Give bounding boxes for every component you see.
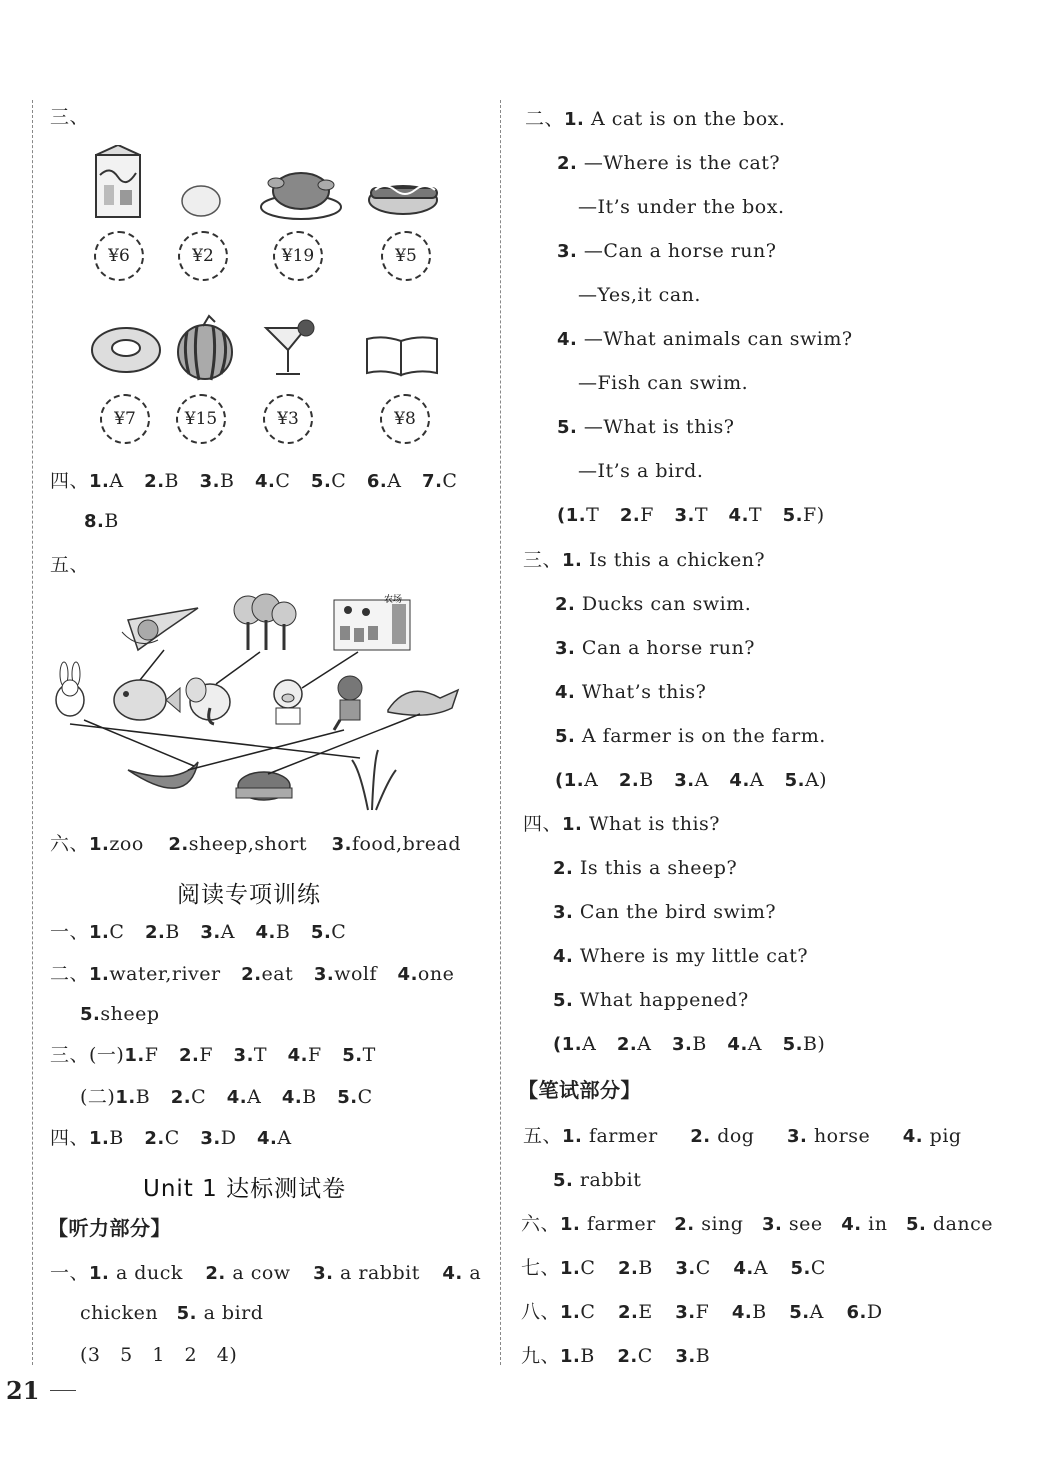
listening-1-answers: 一、1. a duck 2. a cow 3. a rabbit 4. a	[50, 1262, 482, 1284]
page-number-rule	[50, 1390, 76, 1391]
price-tag-juice: ¥3	[263, 394, 313, 444]
reading-4-answers: 四、1.B 2.C 3.D 4.A	[50, 1127, 292, 1149]
right-sec2-line7: —Fish can swim.	[578, 372, 749, 394]
right-sec2-tf: (1.T 2.F 3.T 4.T 5.F)	[557, 504, 825, 526]
right-sec3-line2: 2. Ducks can swim.	[555, 593, 752, 615]
listening-1-answers-cont: chicken 5. a bird	[80, 1302, 264, 1324]
right-sec2-line4: 3. —Can a horse run?	[557, 240, 777, 262]
written-section-label: 【笔试部分】	[518, 1078, 641, 1102]
right-sec2-line1: 二、1. A cat is on the box.	[525, 108, 786, 130]
wolf-picture	[388, 690, 458, 715]
section-5-label: 五、	[50, 554, 90, 576]
unit-test-title: Unit 1 达标测试卷	[143, 1176, 347, 1202]
monkey-picture	[334, 676, 362, 730]
section-4-answers: 四、1.A 2.B 3.B 4.C 5.C 6.A 7.C	[50, 470, 458, 492]
farm-sign-text: 农场	[384, 595, 403, 605]
right-sec2-line8: 5. —What is this?	[557, 416, 735, 438]
section-4-answer-8: 8.B	[84, 510, 119, 532]
right-sec4-answers: (1.A 2.A 3.B 4.A 5.B)	[553, 1033, 826, 1055]
right-sec7-answers: 七、1.C 2.B 3.C 4.A 5.C	[521, 1257, 826, 1279]
listening-section-label: 【听力部分】	[48, 1216, 171, 1240]
price-tag-chicken: ¥19	[273, 231, 323, 281]
right-sec4-line1: 四、1. What is this?	[523, 813, 720, 835]
price-tag-book: ¥8	[380, 394, 430, 444]
forest-scene-picture	[234, 594, 296, 650]
right-sec5-answer-5: 5. rabbit	[553, 1169, 642, 1191]
right-sec4-line2: 2. Is this a sheep?	[553, 857, 738, 879]
price-tag-milk: ¥6	[94, 231, 144, 281]
right-sec3-line3: 3. Can a horse run?	[555, 637, 755, 659]
roast-chicken-picture	[258, 163, 344, 221]
right-sec3-answers: (1.A 2.B 3.A 4.A 5.A)	[555, 769, 828, 791]
right-sec2-line5: —Yes,it can.	[578, 284, 701, 306]
right-sec2-line9: —It’s a bird.	[578, 460, 704, 482]
reading-1-answers: 一、1.C 2.B 3.A 4.B 5.C	[50, 921, 347, 943]
listening-1-order: (3 5 1 2 4)	[80, 1344, 238, 1366]
reading-3b-answers: (二)1.B 2.C 4.A 4.B 5.C	[80, 1086, 373, 1108]
column-divider	[500, 100, 501, 1365]
left-margin-line	[32, 100, 33, 1365]
right-sec5-answers: 五、1. farmer 2. dog 3. horse 4. pig	[523, 1125, 962, 1147]
book-picture	[363, 333, 441, 379]
right-sec2-line6: 4. —What animals can swim?	[557, 328, 853, 350]
price-tag-hot-dog: ¥5	[381, 231, 431, 281]
right-sec3-line4: 4. What’s this?	[555, 681, 707, 703]
right-sec4-line4: 4. Where is my little cat?	[553, 945, 809, 967]
section-6-answers: 六、1.zoo 2.sheep,short 3.food,bread	[50, 833, 462, 855]
grass-picture	[352, 750, 396, 810]
right-sec4-line5: 5. What happened?	[553, 989, 749, 1011]
right-sec3-line1: 三、1. Is this a chicken?	[523, 549, 766, 571]
section-3-label: 三、	[50, 106, 90, 128]
farm-scene-picture	[334, 593, 410, 650]
right-sec2-line2: 2. —Where is the cat?	[557, 152, 781, 174]
right-sec2-line3: —It’s under the box.	[578, 196, 785, 218]
watermelon-picture	[175, 314, 237, 382]
donut-picture	[90, 322, 162, 374]
fish-picture	[114, 680, 180, 720]
price-tag-egg: ¥2	[178, 231, 228, 281]
meat-picture	[236, 772, 292, 800]
matching-exercise	[48, 590, 468, 820]
page-number: 21	[6, 1376, 40, 1405]
reading-2-answers: 二、1.water,river 2.eat 3.wolf 4.one	[50, 963, 455, 985]
price-tag-donut: ¥7	[100, 394, 150, 444]
banana-picture	[128, 762, 198, 788]
reading-section-title: 阅读专项训练	[177, 882, 321, 908]
pig-picture	[274, 680, 302, 724]
elephant-picture	[186, 678, 230, 724]
egg-picture	[180, 183, 222, 219]
reading-3a-answers: 三、(一)1.F 2.F 3.T 4.F 5.T	[50, 1044, 376, 1066]
juice-glass-picture	[262, 318, 320, 380]
river-scene-picture	[122, 608, 198, 650]
right-sec9-answers: 九、1.B 2.C 3.B	[521, 1345, 711, 1367]
hot-dog-picture	[365, 168, 443, 218]
reading-2-answer-5: 5.sheep	[80, 1003, 160, 1025]
milk-carton-picture	[92, 145, 144, 220]
right-sec8-answers: 八、1.C 2.E 3.F 4.B 5.A 6.D	[521, 1301, 883, 1323]
right-sec6-answers: 六、1. farmer 2. sing 3. see 4. in 5. dance	[521, 1213, 994, 1235]
right-sec4-line3: 3. Can the bird swim?	[553, 901, 777, 923]
rabbit-picture	[56, 662, 84, 716]
price-tag-watermelon: ¥15	[176, 394, 226, 444]
right-sec3-line5: 5. A farmer is on the farm.	[555, 725, 826, 747]
